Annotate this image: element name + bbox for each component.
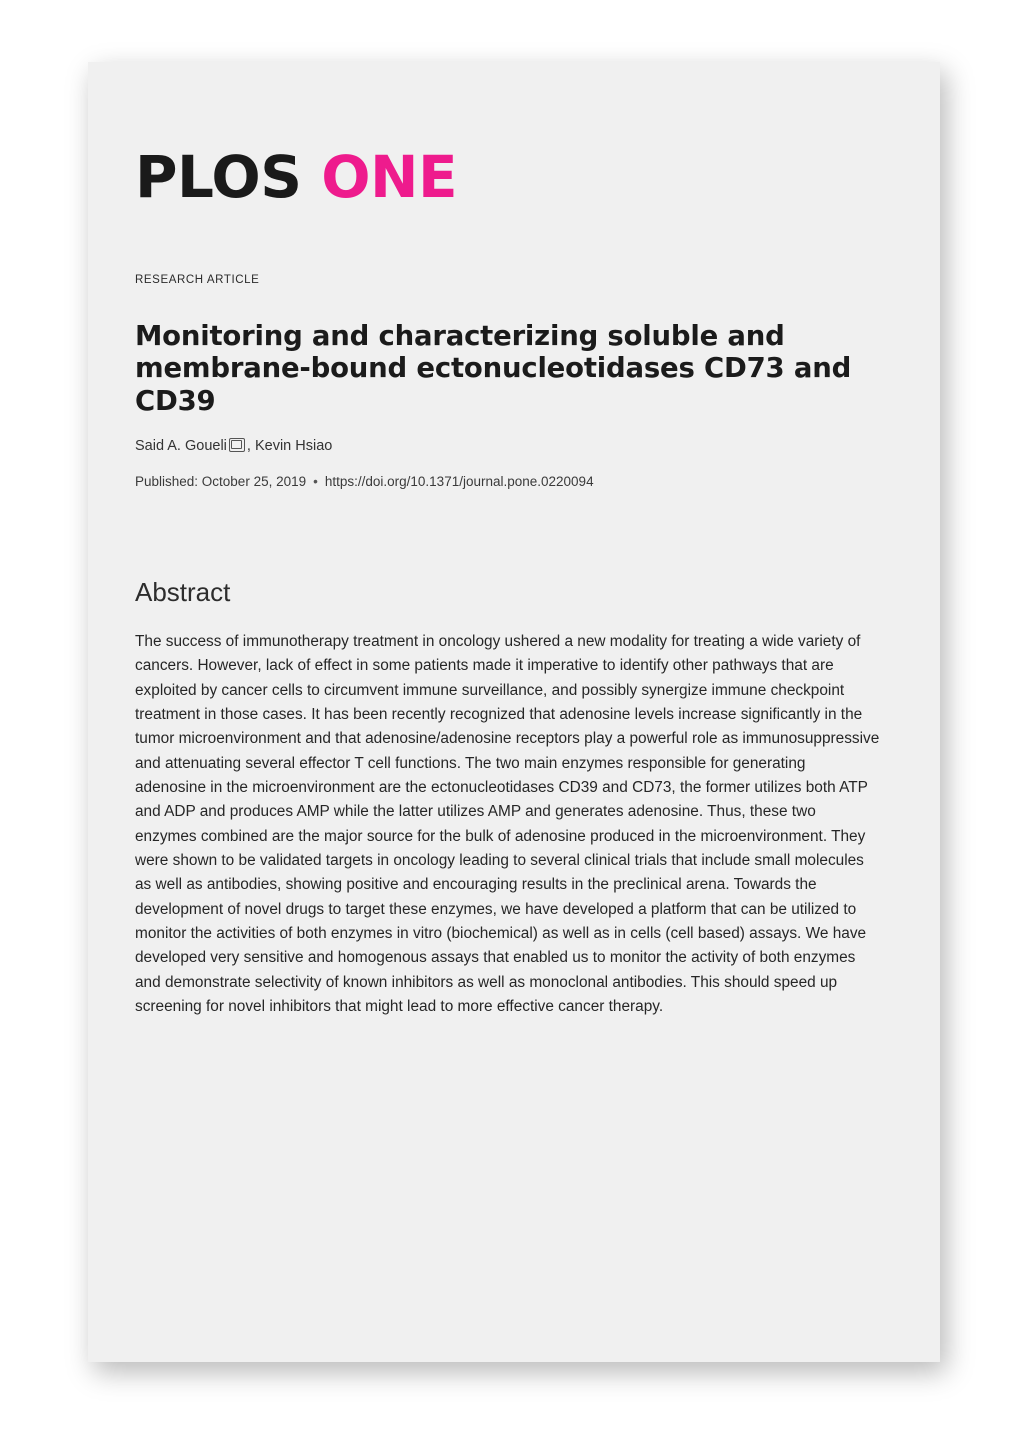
article-content xyxy=(135,143,893,1035)
envelope-icon[interactable] xyxy=(229,438,245,452)
separator-dot: • xyxy=(313,474,318,490)
published-date: Published: October 25, 2019 xyxy=(135,474,307,490)
logo-plos-text: PLOS xyxy=(135,143,302,211)
page-title: Monitoring and characterizing soluble and membrane-bound ectonucleotidases CD73 and CD39 xyxy=(135,320,852,417)
logo-one-text: ONE xyxy=(321,143,458,211)
author-name-secondary[interactable]: , Kevin Hsiao xyxy=(246,437,333,454)
abstract-heading: Abstract xyxy=(135,577,231,608)
article-page xyxy=(88,62,940,1362)
author-name-primary[interactable]: Said A. Goueli xyxy=(135,437,227,454)
author-list xyxy=(135,436,893,456)
article-type-label: RESEARCH ARTICLE xyxy=(135,274,260,286)
publication-info xyxy=(135,474,893,489)
plos-one-logo[interactable] xyxy=(135,143,893,211)
abstract-text: The success of immunotherapy treatment in oncology ushered a new modality for treating a wide variety of cancers. However, lack of effect in some patients made it imperative to identify other pathways that are exploited by cancer cells to circumvent immune surveillance, and possibly synergize immune checkpoint treatment in those cases. It has been recently recognized that adenosine levels increase significantly in the tumor microenvironment and that adenosine/adenosine receptors play a powerful role as immunosuppressive and attenuating several effector T cell functions. The two main enzymes responsible for generating adenosine in the microenvironment are the ectonucleotidases CD39 and CD73, the former utilizes both ATP and ADP and produces AMP while the latter utilizes AMP and generates adenosine. Thus, these two enzymes combined are the major source for the bulk of adenosine produced in the microenvironment. They were shown to be validated targets in oncology leading to several clinical trials that include small molecules as well as antibodies, showing positive and encouraging results in the preclinical arena. Towards the development of novel drugs to target these enzymes, we have developed a platform that can be utilized to monitor the activities of both enzymes in vitro (biochemical) as well as in cells (cell based) assays. We have developed very sensitive and homogenous assays that enabled us to monitor the activity of both enzymes and demonstrate selectivity of known inhibitors as well as monoclonal antibodies. This should speed up screening for novel inhibitors that might lead to more effective cancer therapy. xyxy=(135,633,880,1015)
doi-link[interactable]: https://doi.org/10.1371/journal.pone.0220094 xyxy=(324,474,594,490)
